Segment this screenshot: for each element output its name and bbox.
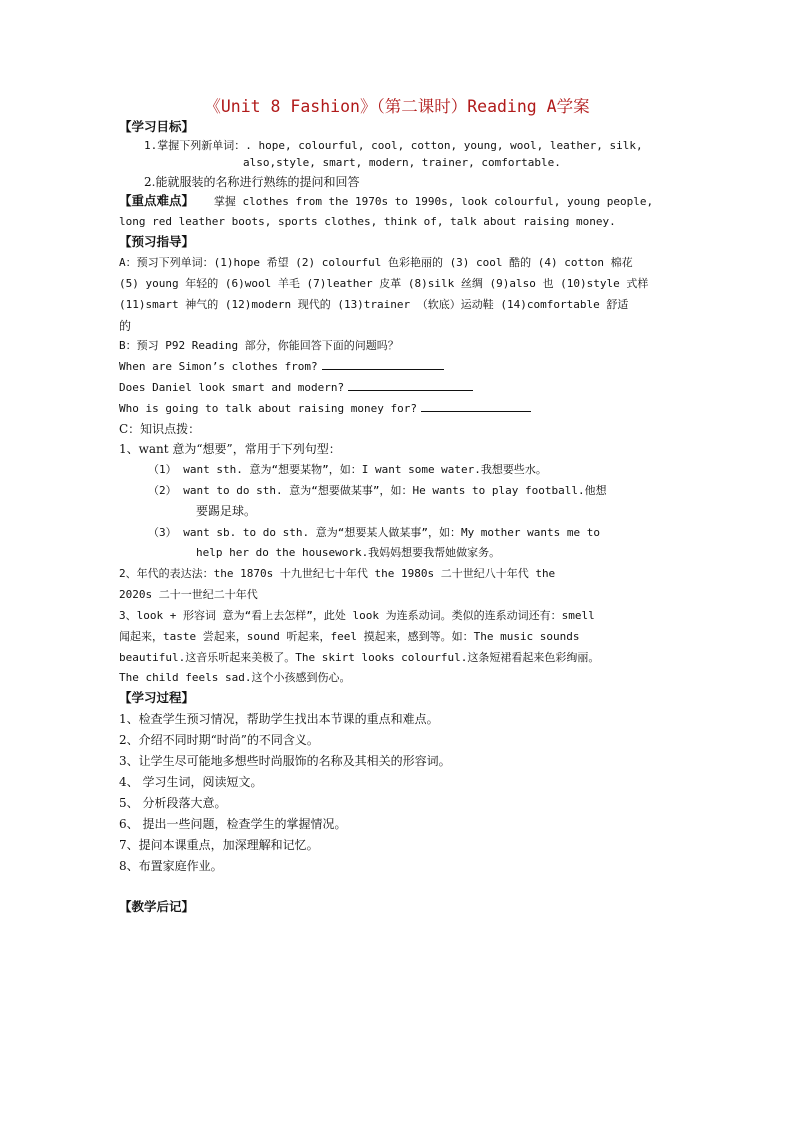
page-title: 《Unit 8 Fashion》（第二课时）Reading A学案 [204,97,590,116]
process-step-3: 3、让学生尽可能地多想些时尚服饰的名称及其相关的形容词。 [119,754,451,768]
process-step-8: 8、布置家庭作业。 [119,859,223,873]
process-step-5: 5、 分析段落大意。 [119,796,227,810]
question-1-row [119,357,679,377]
process-step-2: 2、介绍不同时期“时尚”的不同含义。 [119,733,319,747]
answer-blank-1[interactable] [322,357,444,370]
knowledge-1-3-b: help her do the housework.我妈妈想要我帮她做家务。 [196,546,501,559]
knowledge-3-d: The child feels sad.这个小孩感到伤心。 [119,671,351,684]
goal-2: 2.能就服装的名称进行熟练的提问和回答 [144,175,360,189]
knowledge-3-b: 闻起来，taste 尝起来，sound 听起来，feel 摸起来，感到等。如：The music sounds [119,630,580,643]
knowledge-3-a: 3、look + 形容词 意为“看上去怎样”，此处 look 为连系动词。类似的连系动词还有：smell [119,609,595,622]
process-step-1: 1、检查学生预习情况，帮助学生找出本节课的重点和难点。 [119,712,439,726]
process-step-7: 7、提问本课重点，加深理解和记忆。 [119,838,319,852]
question-2-row [119,378,679,398]
goal-1-line-a: 1.掌握下列新单词：. hope, colourful, cool, cotton, young, wool, leather, silk, [144,139,643,152]
knowledge-1-2-a: （2） want to do sth. 意为“想要做某事”，如：He wants to play football.他想 [148,484,607,497]
keypoints-line-b: long red leather boots, sports clothes, think of, talk about raising money. [119,215,616,228]
keypoints-heading: 【重点难点】 [119,193,195,208]
question-2: Does Daniel look smart and modern? [119,381,345,394]
knowledge-heading: C：知识点拨： [119,422,201,436]
process-step-6: 6、 提出一些问题，检查学生的掌握情况。 [119,817,347,831]
question-3-row [119,399,679,419]
knowledge-1-2-b: 要踢足球。 [196,504,257,518]
preview-heading: 【预习指导】 [119,234,195,249]
keypoints-row [119,191,679,212]
preview-a-line-3: (11)smart 神气的 (12)modern 现代的 (13)trainer （软底）运动鞋 (14)comfortable 舒适 [119,298,629,311]
preview-a-line-4: 的 [119,319,132,333]
knowledge-1-1: （1） want sth. 意为“想要某物”，如：I want some water.我想要些水。 [148,463,547,476]
goals-heading: 【学习目标】 [119,119,195,134]
knowledge-2-a: 2、年代的表达法：the 1870s 十九世纪七十年代 the 1980s 二十世纪八十年代 the [119,567,556,580]
process-step-4: 4、 学习生词，阅读短文。 [119,775,263,789]
knowledge-1-3-a: （3） want sb. to do sth. 意为“想要某人做某事”，如：My mother wants me to [148,526,601,539]
preview-a-line-1: A：预习下列单词：(1)hope 希望 (2) colourful 色彩艳丽的 (3) cool 酷的 (4) cotton 棉花 [119,256,633,269]
preview-a-line-2: (5) young 年轻的 (6)wool 羊毛 (7)leather 皮革 (8)silk 丝绸 (9)also 也 (10)style 式样 [119,277,649,290]
keypoints-line-a: 掌握 clothes from the 1970s to 1990s, look colourful, young people, [213,195,654,208]
question-3: Who is going to talk about raising money for? [119,402,418,415]
knowledge-1: 1、want 意为“想要”，常用于下列句型： [119,442,341,456]
knowledge-3-c: beautiful.这音乐听起来美极了。The skirt looks colourful.这条短裙看起来色彩绚丽。 [119,651,600,664]
process-heading: 【学习过程】 [119,690,195,705]
knowledge-2-b: 2020s 二十一世纪二十年代 [119,588,258,601]
afterword-heading: 【教学后记】 [119,899,195,914]
answer-blank-3[interactable] [421,399,531,412]
goal-1-line-b: also,style, smart, modern, trainer, comfortable. [243,156,561,169]
question-1: When are Simon’s clothes from? [119,360,318,373]
preview-b-line: B：预习 P92 Reading 部分，你能回答下面的问题吗？ [119,339,399,352]
answer-blank-2[interactable] [348,378,473,391]
